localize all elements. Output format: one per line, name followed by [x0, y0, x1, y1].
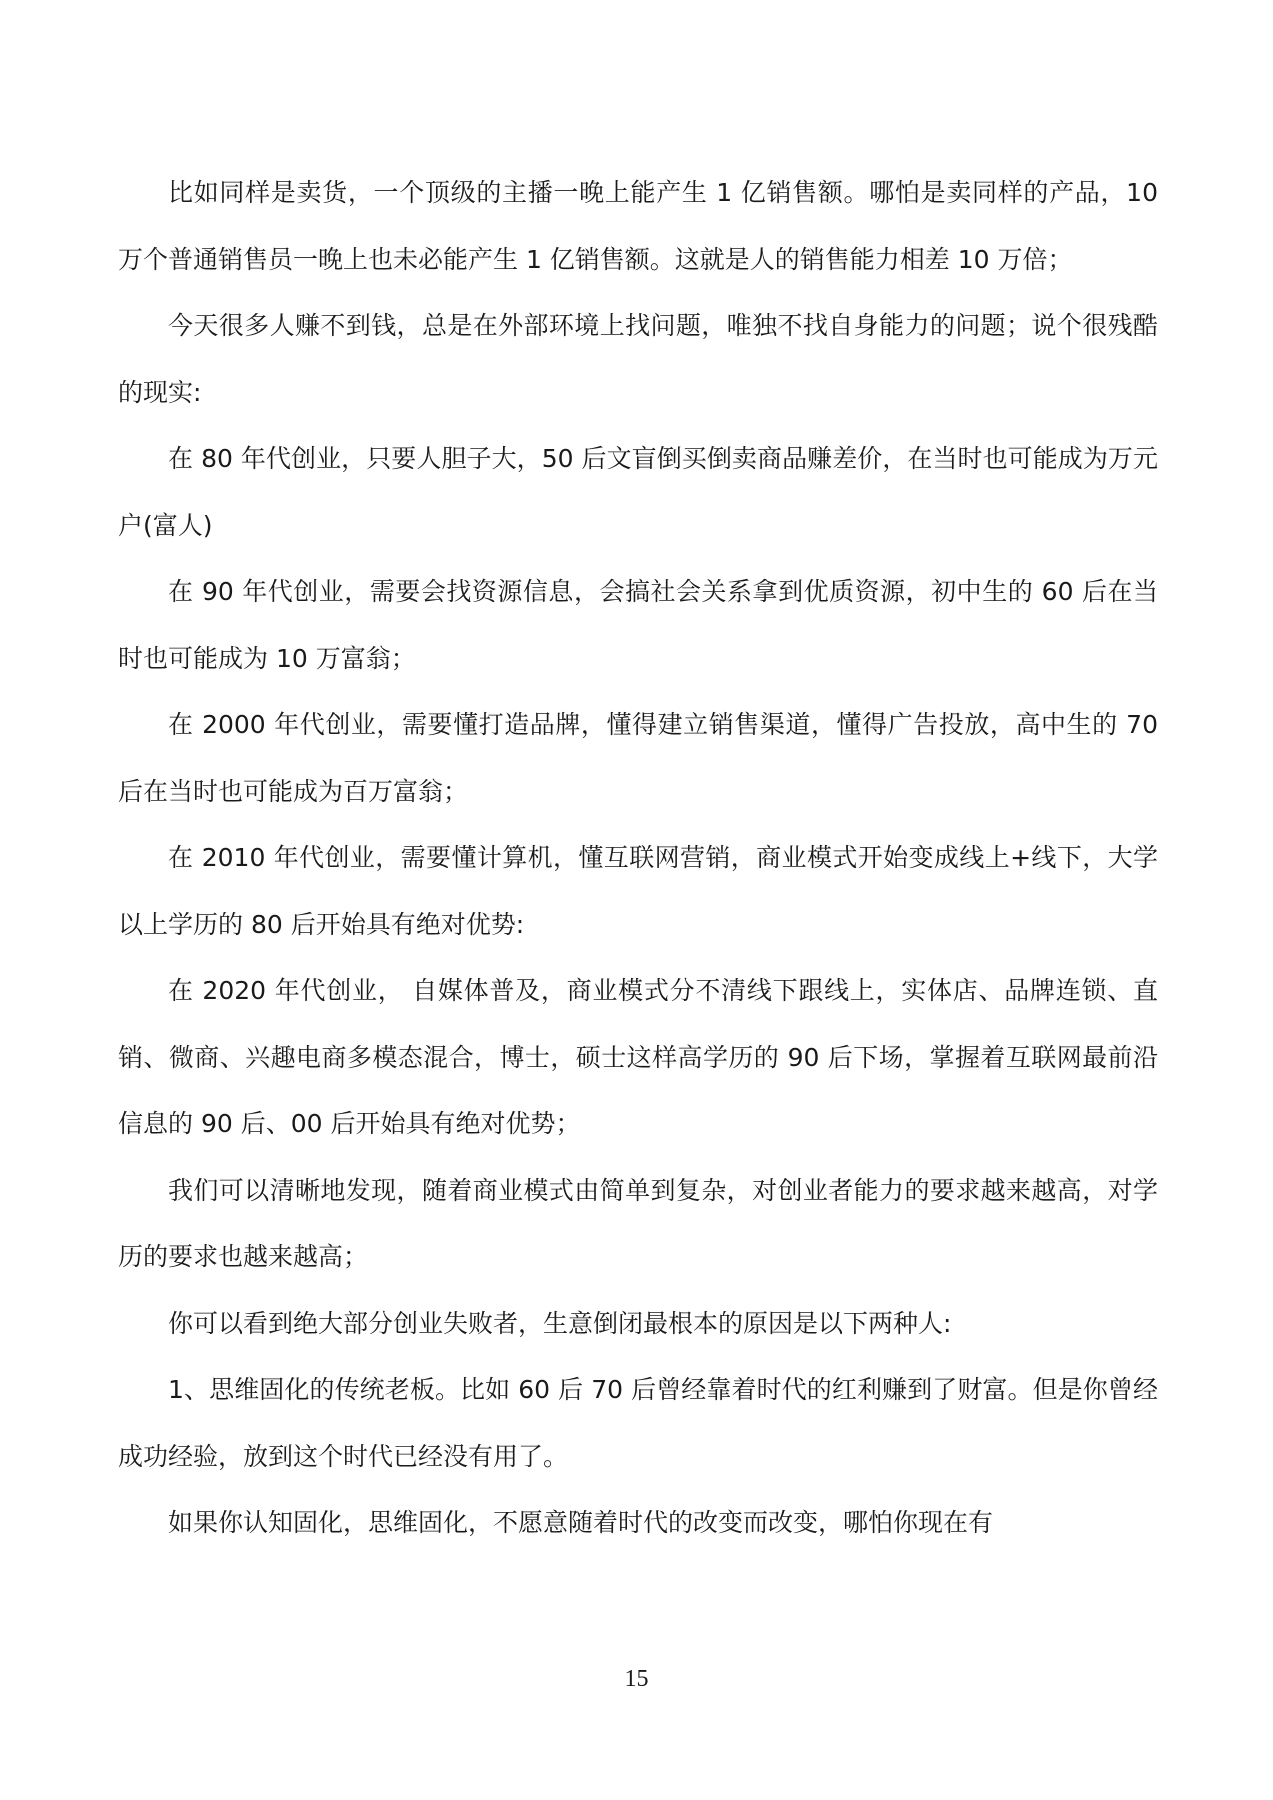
body-text — [118, 160, 1158, 1557]
paragraph-10: 1、思维固化的传统老板。比如 60 后 70 后曾经靠着时代的红利赚到了财富。但是你曾经成功经验，放到这个时代已经没有用了。 — [118, 1375, 1158, 1471]
paragraph-4: 在 90 年代创业，需要会找资源信息，会搞社会关系拿到优质资源，初中生的 60 后在当时也可能成为 10 万富翁； — [118, 577, 1158, 673]
page-number: 15 — [624, 1666, 649, 1692]
paragraph-2: 今天很多人赚不到钱，总是在外部环境上找问题，唯独不找自身能力的问题；说个很残酷的现实: — [118, 311, 1158, 407]
paragraph-6: 在 2010 年代创业，需要懂计算机，懂互联网营销，商业模式开始变成线上+线下，大学以上学历的 80 后开始具有绝对优势: — [118, 843, 1158, 939]
paragraph-5: 在 2000 年代创业，需要懂打造品牌，懂得建立销售渠道，懂得广告投放，高中生的 70 后在当时也可能成为百万富翁； — [118, 710, 1158, 806]
paragraph-7: 在 2020 年代创业， 自媒体普及，商业模式分不清线下跟线上，实体店、品牌连锁、直销、微商、兴趣电商多模态混合，博士，硕士这样高学历的 90 后下场，掌握着互联网最前沿信息的 90 后、00 后开始具有绝对优势； — [118, 976, 1158, 1138]
paragraph-3: 在 80 年代创业，只要人胆子大，50 后文盲倒买倒卖商品赚差价，在当时也可能成为万元户(富人) — [118, 444, 1158, 540]
paragraph-9: 你可以看到绝大部分创业失败者，生意倒闭最根本的原因是以下两种人: — [168, 1308, 952, 1338]
paragraph-8: 我们可以清晰地发现，随着商业模式由简单到复杂，对创业者能力的要求越来越高，对学历的要求也越来越高； — [118, 1175, 1158, 1271]
paragraph-1: 比如同样是卖货，一个顶级的主播一晚上能产生 1 亿销售额。哪怕是卖同样的产品，10 万个普通销售员一晚上也未必能产生 1 亿销售额。这就是人的销售能力相差 10 万倍； — [118, 178, 1158, 274]
paragraph-11: 如果你认知固化，思维固化，不愿意随着时代的改变而改变，哪怕你现在有 — [168, 1508, 994, 1537]
